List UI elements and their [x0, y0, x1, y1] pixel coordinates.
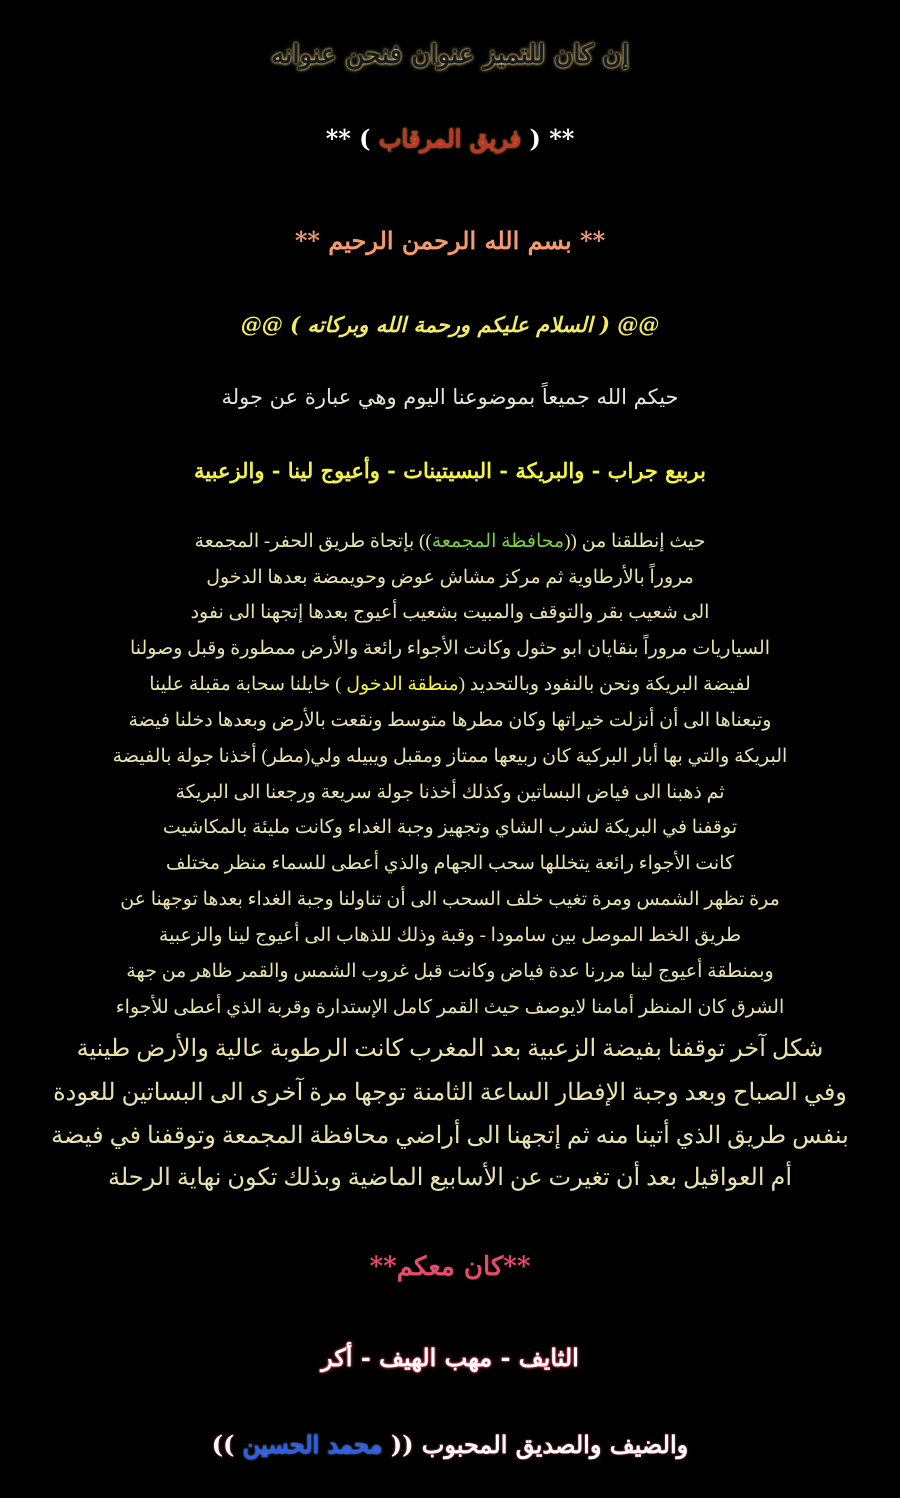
story-line: مروراً بالأرطاوية ثم مركز مشاش عوض وحويمضة بعدها الدخول: [206, 567, 694, 588]
team-name: فريق المرقاب: [378, 124, 522, 153]
story-line: الشرق كان المنظر أمامنا لايوصف حيث القمر كامل الإستدارة وقربة الذي أعطى للأجواء: [115, 997, 785, 1018]
story-line: الى شعيب بقر والتوقف والمبيت بشعيب أعيوج بعدها إتجهنا الى نفود: [190, 602, 710, 623]
team-title: [0, 124, 900, 153]
story-line: وبمنطقة أعيوج لينا مررنا عدة فياض وكانت قبل غروب الشمس والقمر ظاهر من جهة: [126, 961, 774, 982]
team-title-suffix: ) **: [325, 124, 379, 153]
farewell-signoff: **كان معكم**: [369, 1252, 531, 1282]
story-line: ثم ذهبنا الى فياض البساتين وكذلك أخذنا جولة سريعة ورجعنا الى البريكة: [175, 782, 725, 803]
story-line: طريق الخط الموصل بين سامودا - وقبة وذلك للذهاب الى أعيوج لينا والزعبية: [158, 925, 742, 946]
highlight-majmaah: محافظة المجمعة: [431, 531, 565, 552]
story-line-large: بنفس طريق الذي أتينا منه ثم إتجهنا الى أراضي محافظة المجمعة وتوقفنا في فيضة: [51, 1123, 849, 1149]
story-line-part: ) خايلنا سحابة مقبلة علينا: [149, 674, 347, 695]
highlight-entry-area: منطقة الدخول: [346, 674, 459, 695]
places-list: بربيع جراب - والبريكة - البسيتينات - وأعيوج لينا - والزعبية: [194, 458, 706, 483]
story-line: البريكة والتي بها أبار البركية كان ربيعها ممتاز ومقبل ويبيله ولي(مطر) أخذنا جولة بالفيضة: [112, 746, 788, 767]
story-line: توقفنا في البريكة لشرب الشاي وتجهيز وجبة الغداء وكانت مليئة بالمكاشيت: [162, 817, 738, 838]
guest-credit: [0, 1430, 900, 1459]
guest-credit-prefix: والضيف والصديق المحبوب ((: [390, 1430, 689, 1459]
motto-heading: إن كان للتميز عنوان فنحن عنوانه: [271, 40, 629, 70]
guest-name: محمد الحسين: [234, 1430, 391, 1459]
team-title-prefix: ** (: [521, 124, 575, 153]
story-line: السياريات مروراً بنقايان ابو حثول وكانت الأجواء رائعة والأرض ممطورة وقبل وصولنا: [129, 638, 771, 659]
story-line: كانت الأجواء رائعة يتخللها سحب الجهام والذي أعطى للسماء منظر مختلف: [165, 853, 735, 874]
story-line: [0, 673, 900, 696]
story-line: [0, 530, 900, 553]
intro-greeting: حيكم الله جميعاً بموضوعنا اليوم وهي عبارة عن جولة: [221, 385, 679, 409]
story-line-part: لفيضة البريكة ونحن بالنفود وبالتحديد (: [458, 674, 751, 695]
basmala: ** بسم الله الرحمن الرحيم **: [294, 226, 606, 255]
story-line: وتبعناها الى أن أنزلت خيراتها وكان مطرها متوسط ونقعت بالأرض وبعدها دخلنا فيضة: [128, 710, 772, 731]
story-line-part: )) بإتجاة طريق الحفر- المجمعة: [194, 531, 432, 552]
story-line: مرة تظهر الشمس ومرة تغيب خلف السحب الى أن تناولنا وجبة الغداء بعدها توجهنا عن: [120, 889, 780, 910]
story-line-large: شكل آخر توقفنا بفيضة الزعبية بعد المغرب كانت الرطوبة عالية والأرض طينية: [76, 1036, 824, 1062]
guest-credit-suffix: )): [211, 1430, 235, 1459]
salam-greeting: @@ ( السلام عليكم ورحمة الله وبركاته ) @@: [240, 312, 660, 337]
story-line-large: أم العواقيل بعد أن تغيرت عن الأسابيع الماضية وبذلك تكون نهاية الرحلة: [107, 1165, 793, 1191]
story-line-large: وفي الصباح وبعد وجبة الإفطار الساعة الثامنة توجها مرة آخرى الى البساتين للعودة: [53, 1080, 847, 1106]
author-credit: الثايف - مهب الهيف - أكر: [321, 1343, 579, 1372]
story-line-part: حيث إنطلقنا من ((: [564, 531, 706, 552]
